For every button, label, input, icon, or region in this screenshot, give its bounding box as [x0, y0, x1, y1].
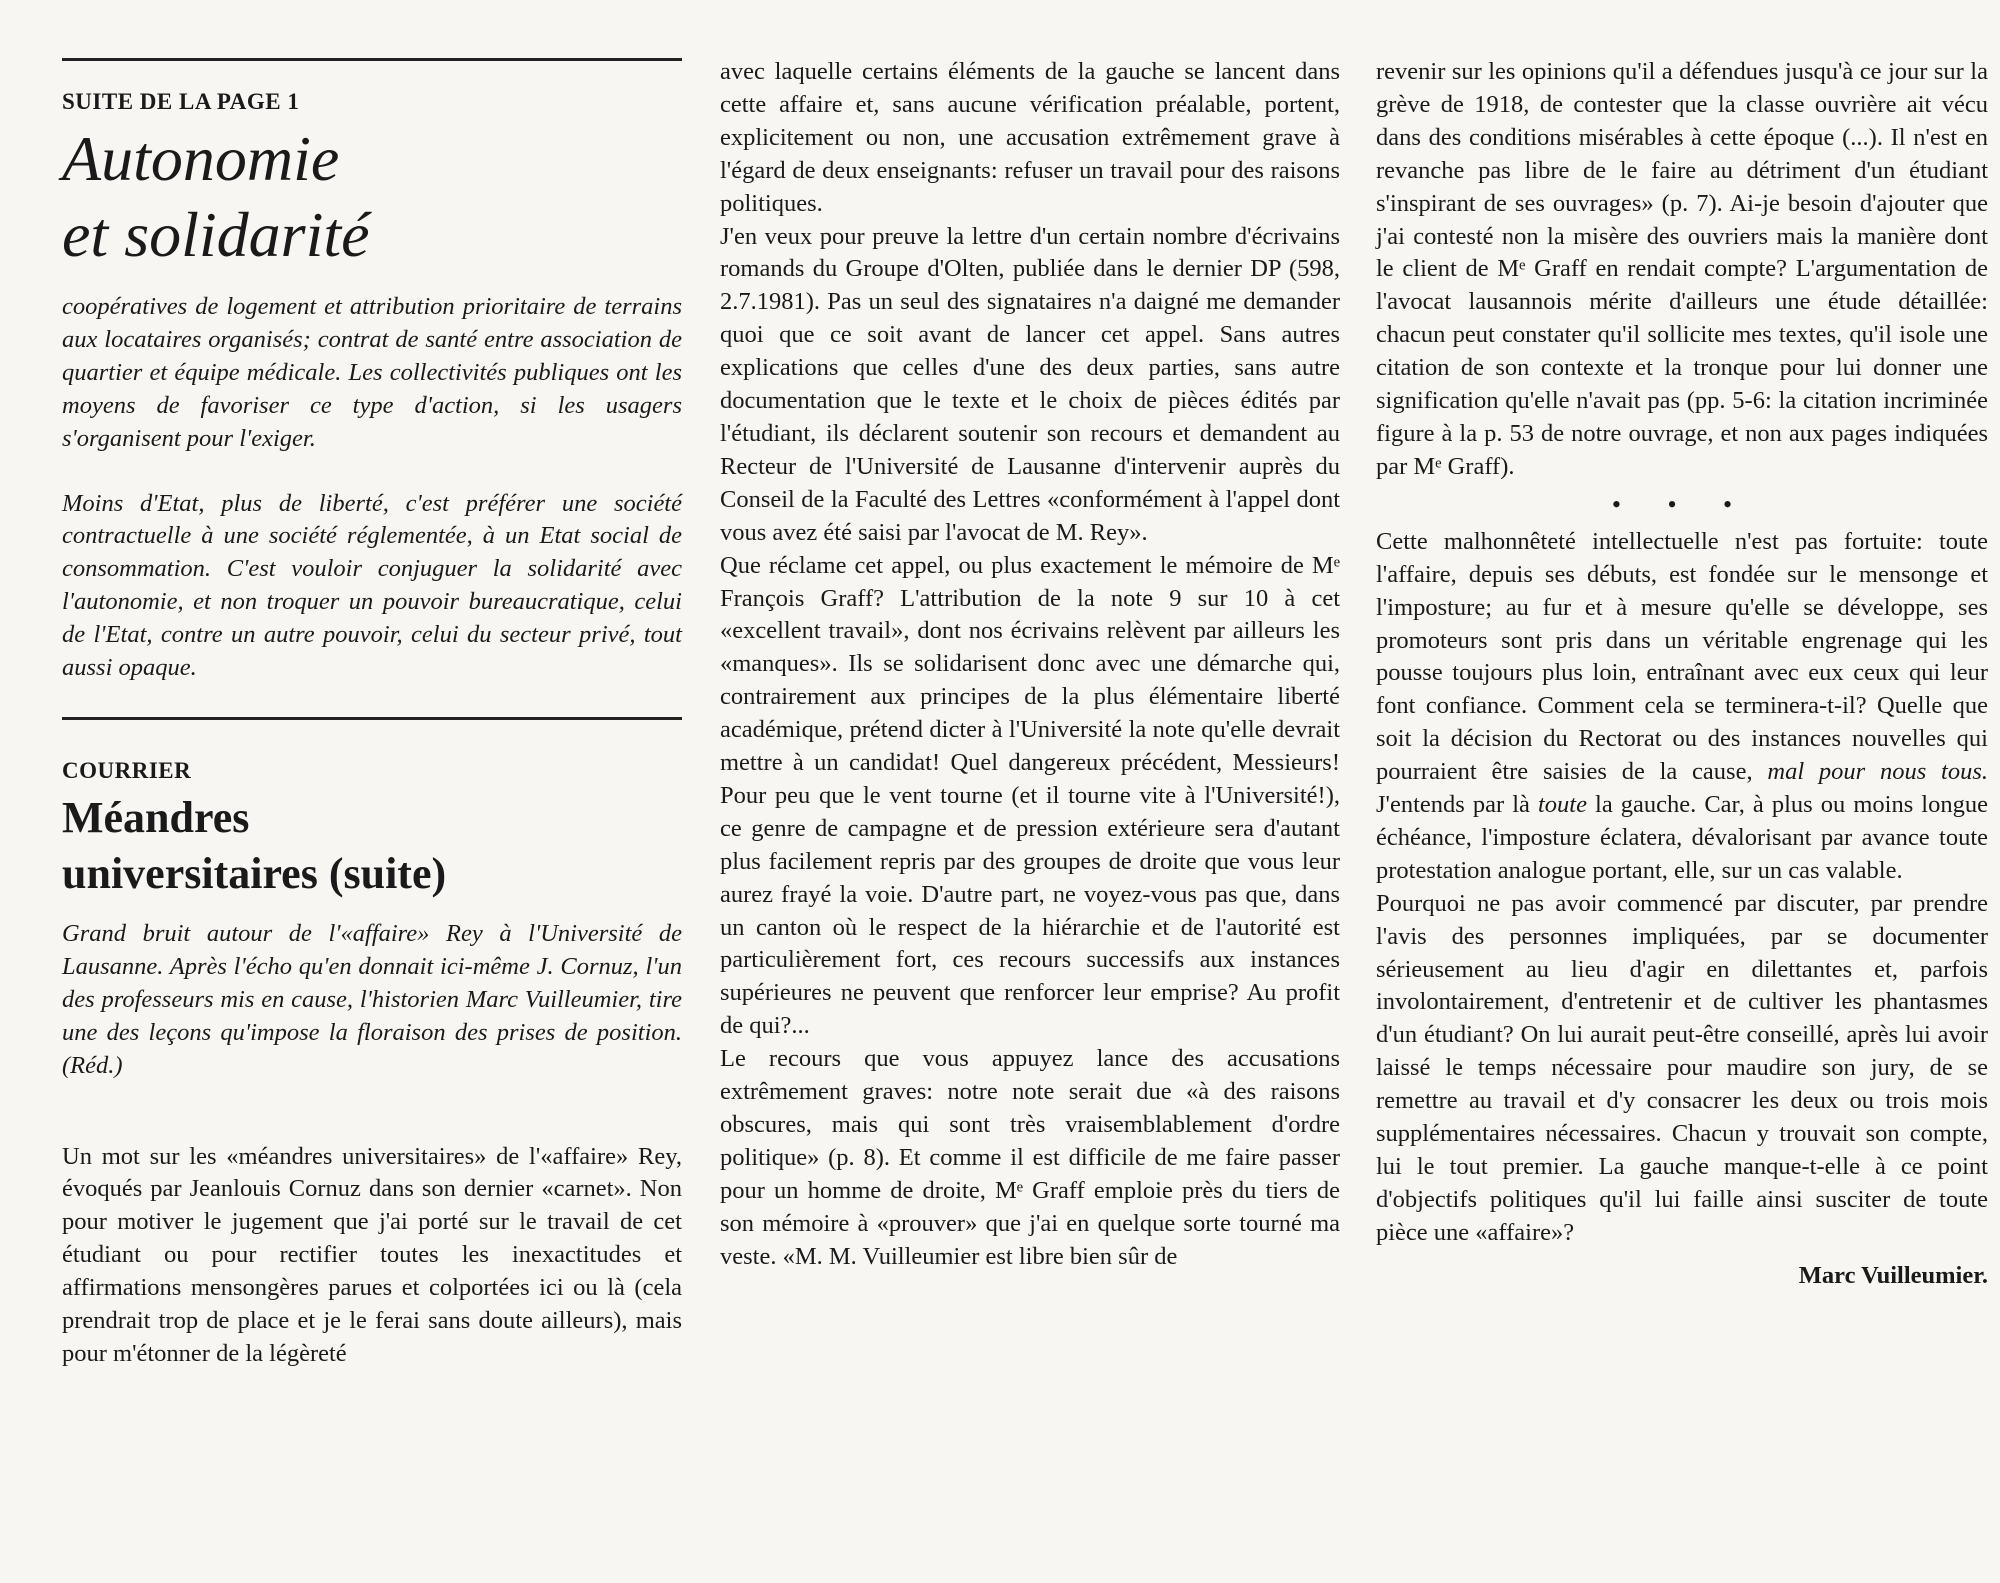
- body-7-text-a: Cette malhonnêteté intellectuelle n'est pas fortuite: toute l'affaire, depuis ses débuts, est fondée sur le mensonge et l'imposture; au fur et à mesure qu'elle se développe, ses promoteurs sont pris dans un véritable engrenage qui les pousse toujours plus loin, entraînant avec eux ceux qui leur font confiance. Comment cela se terminera-t-il? Quelle que soit la décision du Rectorat ou des instances nouvelles qui pourraient être saisies de la cause,: [1376, 527, 1988, 786]
- title-line-1: Autonomie: [62, 123, 340, 194]
- article-title-autonomie: [62, 121, 682, 273]
- courrier-body-7: [1376, 526, 1988, 888]
- separator-dots: • • •: [1611, 489, 1753, 519]
- column-3: [1376, 0, 1988, 1290]
- kicker-suite: SUITE DE LA PAGE 1: [62, 89, 300, 114]
- top-rule: [62, 58, 682, 61]
- courrier-body-5: Le recours que vous appuyez lance des accusations extrêmement graves: notre note serait due «à des raisons obscures, mais qui sont très vraisemblablement d'ordre politique» (p. 8). Et comme il est difficile de me faire passer pour un homme de droite, Mᵉ Graff emploie près du tiers de son mémoire à «prouver» que j'ai en quelque sorte tourné ma veste. «M. M. Vuilleumier est libre bien sûr de: [720, 1045, 1340, 1270]
- autonomie-paragraph-1: coopératives de logement et attribution prioritaire de terrains aux locataires organisés; contrat de santé entre association de quartier et équipe médicale. Les collectivités publiques ont les moyens de favoriser ce type d'action, si les usagers s'organisent pour l'exiger.: [62, 293, 682, 452]
- autonomie-paragraph-2: Moins d'Etat, plus de liberté, c'est préférer une société contractuelle à une société réglementée, à un Etat social de consommation. C'est vouloir conjuguer la solidarité avec l'autonomie, et non troquer un pouvoir bureaucratique, celui de l'Etat, contre un autre pouvoir, celui du secteur privé, tout aussi opaque.: [62, 489, 682, 682]
- title-line-2: et solidarité: [62, 199, 370, 270]
- courrier-body-1: Un mot sur les «méandres universitaires» de l'«affaire» Rey, évoqués par Jeanlouis Cornuz dans son dernier «carnet». Non pour motiver le jugement que j'ai porté sur le travail de cet étudiant ou pour rectifier toutes les inexactitudes et affirmations mensongères parues et colportées ici ou là (cela prendrait trop de place et je le ferai sans doute ailleurs), mais pour m'étonner de la légèreté: [62, 1142, 682, 1367]
- body-7-text-b: J'entends par là: [1376, 791, 1538, 819]
- title-line-1: Méandres: [62, 792, 250, 842]
- body-7-text-c: la gauche. Car, à plus ou moins longue échéance, l'imposture éclatera, dévalorisant par avance toute protestation analogue portant, elle, sur un cas valable.: [1376, 791, 1988, 884]
- kicker-courrier: COURRIER: [62, 757, 192, 783]
- column-1: [62, 0, 682, 1371]
- author-signature: Marc Vuilleumier.: [1798, 1261, 1988, 1289]
- article-title-meandres: [62, 790, 682, 902]
- courrier-body-3: J'en veux pour preuve la lettre d'un certain nombre d'écrivains romands du Groupe d'Olten, publiée dans le dernier DP (598, 2.7.1981). Pas un seul des signataires n'a daigné me demander quoi que ce soit avant de lancer cet appel. Sans autres explications que celles d'une des deux parties, sans autre documentation que le texte et le choix de pièces édités par l'étudiant, ils déclarent soutenir son recours et demandent au Recteur de l'Université de Lausanne d'intervenir auprès du Conseil de la Faculté des Lettres «conformément à l'appel dont vous avez été saisi par l'avocat de M. Rey».: [720, 222, 1340, 546]
- body-7-emphasis-2: toute: [1537, 791, 1587, 819]
- courrier-lead: Grand bruit autour de l'«affaire» Rey à l'Université de Lausanne. Après l'écho qu'en donnait ici-même J. Cornuz, l'un des professeurs mis en cause, l'historien Marc Vuilleumier, tire une des leçons qu'impose la floraison des prises de position. (Réd.): [62, 919, 682, 1079]
- courrier-body-8: Pourquoi ne pas avoir commencé par discuter, par prendre l'avis des personnes impliquées, par se documenter sérieusement au lieu d'agir en dilettantes et, parfois involontairement, d'entretenir et de cultiver les phantasmes d'un étudiant? On lui aurait peut-être conseillé, après lui avoir laissé le temps nécessaire pour maudire son jury, de se remettre au travail et d'y consacrer les deux ou trois mois supplémentaires nécessaires. Chacun y trouvait son compte, lui le tout premier. La gauche manque-t-elle à ce point d'objectifs politiques qu'il lui faille ainsi susciter de toute pièce une «affaire»?: [1376, 889, 1988, 1246]
- title-line-2: universitaires (suite): [62, 848, 447, 898]
- courrier-body-6: revenir sur les opinions qu'il a défendues jusqu'à ce jour sur la grève de 1918, de contester que la classe ouvrière ait vécu dans des conditions misérables à cette époque (...). Il n'est en revanche pas libre de le faire au détriment d'un étudiant s'inspirant de ses ouvrages» (p. 7). Ai-je besoin d'ajouter que j'ai contesté non la misère des ouvriers mais la manière dont le client de Mᵉ Graff en rendait compte? L'argumentation de l'avocat lausannois mérite d'ailleurs une étude détaillée: chacun peut constater qu'il sollicite mes textes, qu'il isole une citation de son contexte et la tronque pour lui donner une signification qu'elle n'avait pas (pp. 5-6: la citation incriminée figure à la p. 53 de notre ouvrage, et non aux pages indiquées par Mᵉ Graff).: [1376, 58, 1988, 480]
- column-2: [720, 0, 1340, 1274]
- courrier-body-2: avec laquelle certains éléments de la gauche se lancent dans cette affaire et, sans aucune vérification préalable, portent, explicitement ou non, une accusation extrêmement grave à l'égard de deux enseignants: refuser un travail pour des raisons politiques.: [720, 58, 1340, 217]
- body-7-emphasis-1: mal pour nous tous.: [1767, 758, 1988, 786]
- section-rule: [62, 717, 682, 720]
- courrier-body-4: Que réclame cet appel, ou plus exactement le mémoire de Mᵉ François Graff? L'attribution de la note 9 sur 10 à cet «excellent travail», dont nos écrivains relèvent par ailleurs les «manques». Ils se solidarisent donc avec une démarche qui, contrairement aux principes de la plus élémentaire liberté académique, prétend dicter à l'Université la note qu'elle devrait mettre à un candidat! Quel dangereux précédent, Messieurs! Pour peu que le vent tourne (et il tourne vite à l'Université!), ce genre de campagne et de pression extérieure sera d'autant plus facilement repris par des groupes de droite que vous leur aurez frayé la voie. D'autre part, ne voyez-vous pas que, dans un canton où le respect de la hiérarchie et de l'autorité est particulièrement fort, ces recours successifs aux instances supérieures ne peuvent que renforcer leur emprise? Au profit de qui?...: [720, 551, 1340, 1040]
